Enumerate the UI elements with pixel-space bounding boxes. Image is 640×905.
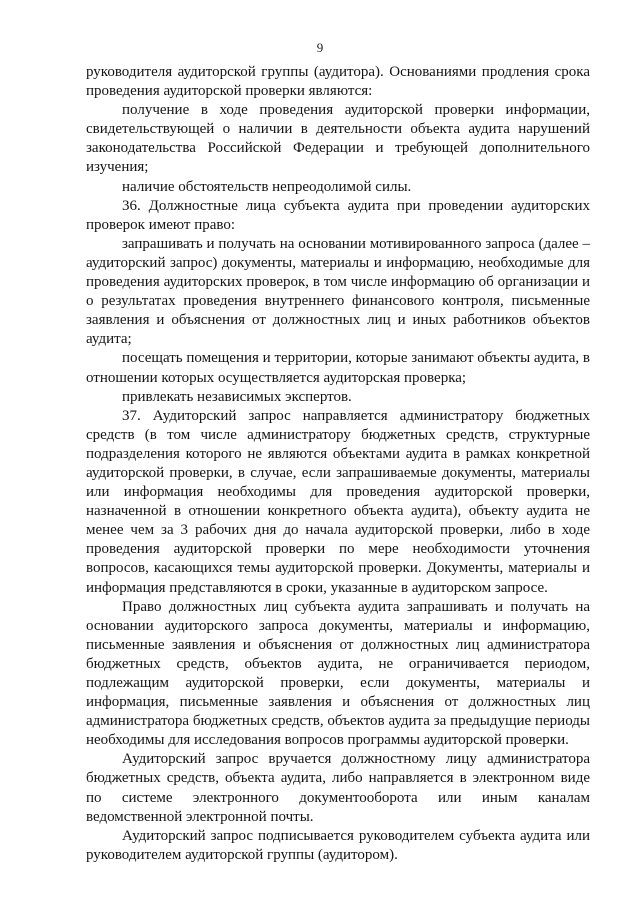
page-number: 9 [316,40,324,55]
paragraph-clause-36: 36. Должностные лица субъекта аудита при проведении аудиторских проверок имеют право: [86,197,590,233]
paragraph-right-visit: посещать помещения и территории, которые занимают объекты аудита, в отношении которых осуществляется аудиторская проверка; [86,350,591,386]
document-body [86,63,590,865]
paragraph-clause-37: 37. Аудиторский запрос направляется администратору бюджетных средств (в том числе администратору бюджетных средств, структурные подразделения которого не являются объектами аудита в рамках конкретной аудиторской проверки, в случае, если запрашиваемые документы, материалы или информация необходимы для проведения аудиторской проверки, назначенной в отношении конкретного объекта аудита), объекту аудита не менее чем за 3 рабочих дня до начала аудиторской проверки, либо в ходе проведения аудиторской проверки по мере необходимости уточнения вопросов, касающихся темы аудиторской проверки. Документы, материалы и информация представляются в сроки, указанные в аудиторском запросе. [86,407,590,596]
paragraph-continuation: руководителя аудиторской группы (аудитора). Основаниями продления срока проведения аудиторской проверки являются: [86,64,590,100]
paragraph-request-signature: Аудиторский запрос подписывается руководителем субъекта аудита или руководителем аудиторской группы (аудитором). [86,827,590,863]
paragraph-extension-ground-1: получение в ходе проведения аудиторской проверки информации, свидетельствующей о наличии в деятельности объекта аудита нарушений законодательства Российской Федерации и требующей дополнительного изучения; [86,102,590,176]
paragraph-request-period: Право должностных лиц субъекта аудита запрашивать и получать на основании аудиторского запроса документы, материалы и информацию, письменные заявления и объяснения от должностных лиц администратора бюджетных средств, объектов аудита, не ограничивается периодом, подлежащим аудиторской проверки, если документы, материалы и информация, письменные заявления и объяснения от должностных лиц администратора бюджетных средств, объектов аудита за предыдущие периоды необходимы для исследования вопросов программы аудиторской проверки. [86,598,590,749]
paragraph-right-request: запрашивать и получать на основании мотивированного запроса (далее – аудиторский запрос) документы, материалы и информацию, необходимые для проведения аудиторских проверок, в том числе информацию об организации и о результатах проведения внутреннего финансового контроля, письменные заявления и объяснения от должностных лиц и иных работников объектов аудита; [86,235,590,348]
paragraph-request-delivery: Аудиторский запрос вручается должностному лицу администратора бюджетных средств, объекта аудита, либо направляется в электронном виде по системе электронного документооборота или иным каналам ведомственной электронной почты. [86,751,590,825]
paragraph-right-experts: привлекать независимых экспертов. [122,388,352,405]
paragraph-extension-ground-2: наличие обстоятельств непреодолимой силы. [122,178,412,195]
